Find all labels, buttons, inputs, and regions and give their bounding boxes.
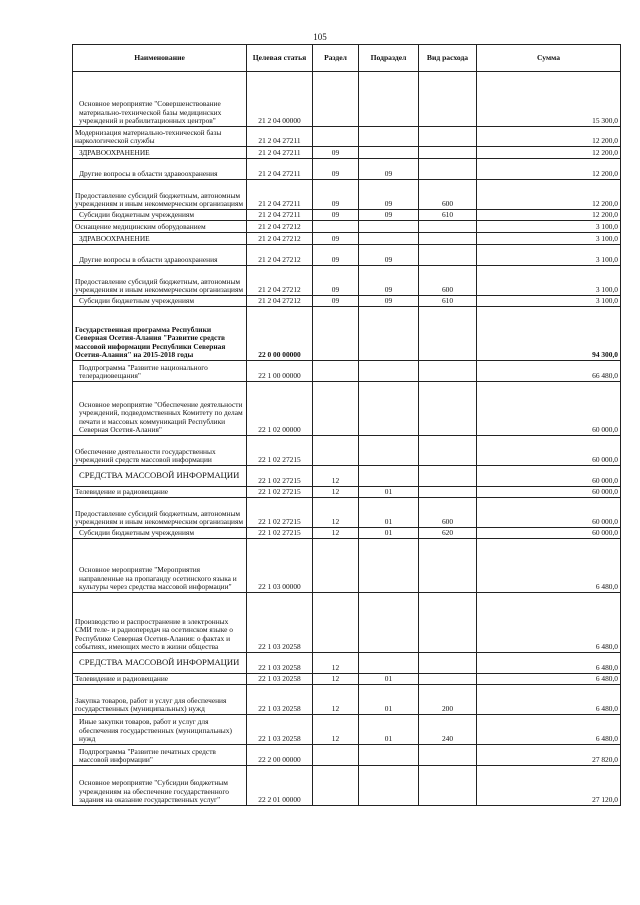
row-subsection	[359, 361, 419, 382]
row-section: 09	[313, 266, 359, 296]
table-row	[73, 653, 621, 674]
table-row	[73, 487, 621, 498]
table-row	[73, 466, 621, 487]
row-subsection: 09	[359, 296, 419, 307]
row-section: 12	[313, 685, 359, 715]
row-section: 12	[313, 487, 359, 498]
row-subsection	[359, 653, 419, 674]
row-sum: 6 480,0	[477, 674, 621, 685]
row-name: Подпрограмма "Развитие печатных средств массовой информации"	[73, 745, 247, 766]
row-expense: 610	[419, 296, 477, 307]
table-row	[73, 180, 621, 210]
row-expense: 610	[419, 210, 477, 221]
row-code: 22 1 02 27215	[247, 487, 313, 498]
table-row	[73, 498, 621, 528]
row-name: Производство и распространение в электронных СМИ теле- и радиопередач на осетинском языке о Республике Северная Осетия-Алания: о фактах и событиях, имеющих место в жизни общества	[73, 593, 247, 653]
table-row	[73, 685, 621, 715]
row-code: 21 2 04 27211	[247, 147, 313, 159]
row-subsection	[359, 745, 419, 766]
row-section	[313, 221, 359, 233]
row-name: Субсидии бюджетным учреждениям	[73, 296, 247, 307]
row-section: 09	[313, 180, 359, 210]
row-code: 22 1 02 27215	[247, 498, 313, 528]
row-section: 09	[313, 147, 359, 159]
row-expense	[419, 436, 477, 466]
row-code: 21 2 04 27212	[247, 266, 313, 296]
table-row	[73, 266, 621, 296]
row-code: 22 1 03 20258	[247, 674, 313, 685]
row-subsection	[359, 382, 419, 436]
table-row	[73, 436, 621, 466]
row-code: 21 2 04 27212	[247, 245, 313, 266]
row-expense: 620	[419, 528, 477, 539]
row-code: 22 1 03 20258	[247, 653, 313, 674]
row-expense	[419, 382, 477, 436]
table-row	[73, 307, 621, 361]
row-code: 22 2 01 00000	[247, 766, 313, 806]
row-subsection	[359, 436, 419, 466]
budget-table	[72, 44, 621, 806]
row-code: 21 2 04 27212	[247, 233, 313, 245]
row-section: 12	[313, 466, 359, 487]
row-subsection: 09	[359, 210, 419, 221]
row-subsection: 01	[359, 498, 419, 528]
row-code: 22 1 03 00000	[247, 539, 313, 593]
row-sum: 3 100,0	[477, 245, 621, 266]
row-section	[313, 307, 359, 361]
row-section	[313, 766, 359, 806]
row-section: 12	[313, 653, 359, 674]
row-name: Подпрограмма "Развитие национального телерадиовещания"	[73, 361, 247, 382]
row-name: Другие вопросы в области здравоохранения	[73, 159, 247, 180]
row-code: 22 1 02 27215	[247, 466, 313, 487]
row-sum: 27 120,0	[477, 766, 621, 806]
row-code: 22 1 00 00000	[247, 361, 313, 382]
row-expense: 600	[419, 180, 477, 210]
row-section: 12	[313, 715, 359, 745]
row-expense	[419, 127, 477, 147]
row-sum: 60 000,0	[477, 466, 621, 487]
row-name: Телевидение и радиовещание	[73, 674, 247, 685]
row-sum: 15 300,0	[477, 72, 621, 127]
row-sum: 27 820,0	[477, 745, 621, 766]
row-expense: 240	[419, 715, 477, 745]
row-subsection: 01	[359, 528, 419, 539]
row-subsection	[359, 539, 419, 593]
row-expense: 600	[419, 498, 477, 528]
row-name: Закупка товаров, работ и услуг для обеспечения государственных (муниципальных) нужд	[73, 685, 247, 715]
row-section	[313, 72, 359, 127]
table-row	[73, 210, 621, 221]
row-subsection	[359, 127, 419, 147]
row-name: Основное мероприятие "Мероприятия направленные на пропаганду осетинского языка и культуры через средства массовой информации"	[73, 539, 247, 593]
row-sum: 12 200,0	[477, 147, 621, 159]
row-name: Субсидии бюджетным учреждениям	[73, 210, 247, 221]
header-code: Целевая статья	[247, 45, 313, 72]
row-expense	[419, 593, 477, 653]
row-subsection: 09	[359, 159, 419, 180]
table-row	[73, 361, 621, 382]
row-code: 22 1 02 00000	[247, 382, 313, 436]
row-section	[313, 593, 359, 653]
row-sum: 6 480,0	[477, 593, 621, 653]
table-row	[73, 127, 621, 147]
row-section	[313, 127, 359, 147]
row-subsection: 01	[359, 715, 419, 745]
row-subsection	[359, 233, 419, 245]
table-row	[73, 593, 621, 653]
row-sum: 3 100,0	[477, 233, 621, 245]
row-code: 22 1 02 27215	[247, 436, 313, 466]
table-row	[73, 539, 621, 593]
table-row	[73, 382, 621, 436]
row-sum: 60 000,0	[477, 382, 621, 436]
header-name: Наименование	[73, 45, 247, 72]
row-code: 21 2 04 27212	[247, 221, 313, 233]
row-code: 22 1 02 27215	[247, 528, 313, 539]
row-expense	[419, 466, 477, 487]
row-code: 22 1 03 20258	[247, 593, 313, 653]
row-sum: 6 480,0	[477, 685, 621, 715]
row-expense	[419, 159, 477, 180]
header-subsection: Подраздел	[359, 45, 419, 72]
row-expense	[419, 72, 477, 127]
table-row	[73, 528, 621, 539]
row-expense: 600	[419, 266, 477, 296]
row-sum: 6 480,0	[477, 539, 621, 593]
row-expense	[419, 674, 477, 685]
row-section	[313, 539, 359, 593]
row-section: 09	[313, 233, 359, 245]
row-expense: 200	[419, 685, 477, 715]
row-sum: 12 200,0	[477, 159, 621, 180]
row-sum: 60 000,0	[477, 436, 621, 466]
row-code: 22 2 00 00000	[247, 745, 313, 766]
row-sum: 12 200,0	[477, 180, 621, 210]
row-name: Обеспечение деятельности государственных учреждений средств массовой информации	[73, 436, 247, 466]
row-subsection: 09	[359, 266, 419, 296]
table-row	[73, 159, 621, 180]
row-sum: 12 200,0	[477, 210, 621, 221]
table-row	[73, 221, 621, 233]
table-row	[73, 766, 621, 806]
header-section: Раздел	[313, 45, 359, 72]
row-subsection	[359, 766, 419, 806]
row-name: Оснащение медицинским оборудованием	[73, 221, 247, 233]
row-code: 22 1 03 20258	[247, 685, 313, 715]
row-expense	[419, 653, 477, 674]
row-section	[313, 745, 359, 766]
row-name: Иные закупки товаров, работ и услуг для обеспечения государственных (муниципальных) нужд	[73, 715, 247, 745]
row-expense	[419, 221, 477, 233]
row-sum: 60 000,0	[477, 487, 621, 498]
row-name: ЗДРАВООХРАНЕНИЕ	[73, 233, 247, 245]
row-sum: 66 480,0	[477, 361, 621, 382]
row-name: Предоставление субсидий бюджетным, автономным учреждениям и иным некоммерческим организациям	[73, 180, 247, 210]
row-sum: 60 000,0	[477, 498, 621, 528]
row-name: ЗДРАВООХРАНЕНИЕ	[73, 147, 247, 159]
table-row	[73, 715, 621, 745]
table-row	[73, 147, 621, 159]
row-code: 21 2 04 27211	[247, 127, 313, 147]
header-expense: Вид расхода	[419, 45, 477, 72]
row-subsection: 01	[359, 487, 419, 498]
row-code: 21 2 04 27211	[247, 210, 313, 221]
row-expense	[419, 147, 477, 159]
table-header-row	[73, 45, 621, 72]
row-section	[313, 382, 359, 436]
row-section: 12	[313, 528, 359, 539]
row-name: Основное мероприятие "Обеспечение деятельности учреждений, подведомственных Комитету по делам печати и массовых коммуникаций Республики Северная Осетия-Алания"	[73, 382, 247, 436]
row-code: 21 2 04 00000	[247, 72, 313, 127]
row-sum: 3 100,0	[477, 296, 621, 307]
row-sum: 3 100,0	[477, 266, 621, 296]
row-expense	[419, 307, 477, 361]
row-sum: 6 480,0	[477, 715, 621, 745]
row-section: 12	[313, 498, 359, 528]
row-sum: 60 000,0	[477, 528, 621, 539]
row-subsection: 01	[359, 685, 419, 715]
row-section	[313, 361, 359, 382]
row-name: Другие вопросы в области здравоохранения	[73, 245, 247, 266]
table-row	[73, 296, 621, 307]
row-name: Основное мероприятие "Совершенствование материально-технической базы медицинских учреждений и реабилитационных центров"	[73, 72, 247, 127]
row-sum: 94 300,0	[477, 307, 621, 361]
row-subsection: 09	[359, 245, 419, 266]
row-subsection	[359, 593, 419, 653]
row-code: 22 0 00 00000	[247, 307, 313, 361]
row-expense	[419, 766, 477, 806]
row-name: Модернизация материально-технической базы наркологической службы	[73, 127, 247, 147]
row-sum: 12 200,0	[477, 127, 621, 147]
row-subsection	[359, 466, 419, 487]
row-expense	[419, 745, 477, 766]
row-section: 12	[313, 674, 359, 685]
row-code: 21 2 04 27211	[247, 159, 313, 180]
row-subsection: 01	[359, 674, 419, 685]
row-subsection	[359, 307, 419, 361]
row-subsection	[359, 221, 419, 233]
row-code: 21 2 04 27211	[247, 180, 313, 210]
row-name: Субсидии бюджетным учреждениям	[73, 528, 247, 539]
row-section: 09	[313, 210, 359, 221]
row-expense	[419, 361, 477, 382]
row-section: 09	[313, 245, 359, 266]
row-subsection	[359, 72, 419, 127]
row-code: 22 1 03 20258	[247, 715, 313, 745]
row-sum: 6 480,0	[477, 653, 621, 674]
table-row	[73, 674, 621, 685]
row-expense	[419, 539, 477, 593]
row-name: Предоставление субсидий бюджетным, автономным учреждениям и иным некоммерческим организациям	[73, 498, 247, 528]
row-expense	[419, 233, 477, 245]
table-row	[73, 745, 621, 766]
row-section: 09	[313, 159, 359, 180]
row-name: СРЕДСТВА МАССОВОЙ ИНФОРМАЦИИ	[73, 653, 247, 674]
row-expense	[419, 487, 477, 498]
row-name: Государственная программа Республики Северная Осетия-Алания "Развитие средств массовой информации Республики Северная Осетия-Алания" на 2015-2018 годы	[73, 307, 247, 361]
row-sum: 3 100,0	[477, 221, 621, 233]
header-sum: Сумма	[477, 45, 621, 72]
row-name: СРЕДСТВА МАССОВОЙ ИНФОРМАЦИИ	[73, 466, 247, 487]
row-subsection: 09	[359, 180, 419, 210]
row-code: 21 2 04 27212	[247, 296, 313, 307]
table-row	[73, 72, 621, 127]
page-number: 105	[313, 32, 327, 42]
row-subsection	[359, 147, 419, 159]
row-section: 09	[313, 296, 359, 307]
row-expense	[419, 245, 477, 266]
table-row	[73, 233, 621, 245]
row-name: Телевидение и радиовещание	[73, 487, 247, 498]
row-name: Основное мероприятие "Субсидии бюджетным учреждениям на обеспечение государственного задания на оказание государственных услуг"	[73, 766, 247, 806]
row-section	[313, 436, 359, 466]
table-row	[73, 245, 621, 266]
row-name: Предоставление субсидий бюджетным, автономным учреждениям и иным некоммерческим организациям	[73, 266, 247, 296]
